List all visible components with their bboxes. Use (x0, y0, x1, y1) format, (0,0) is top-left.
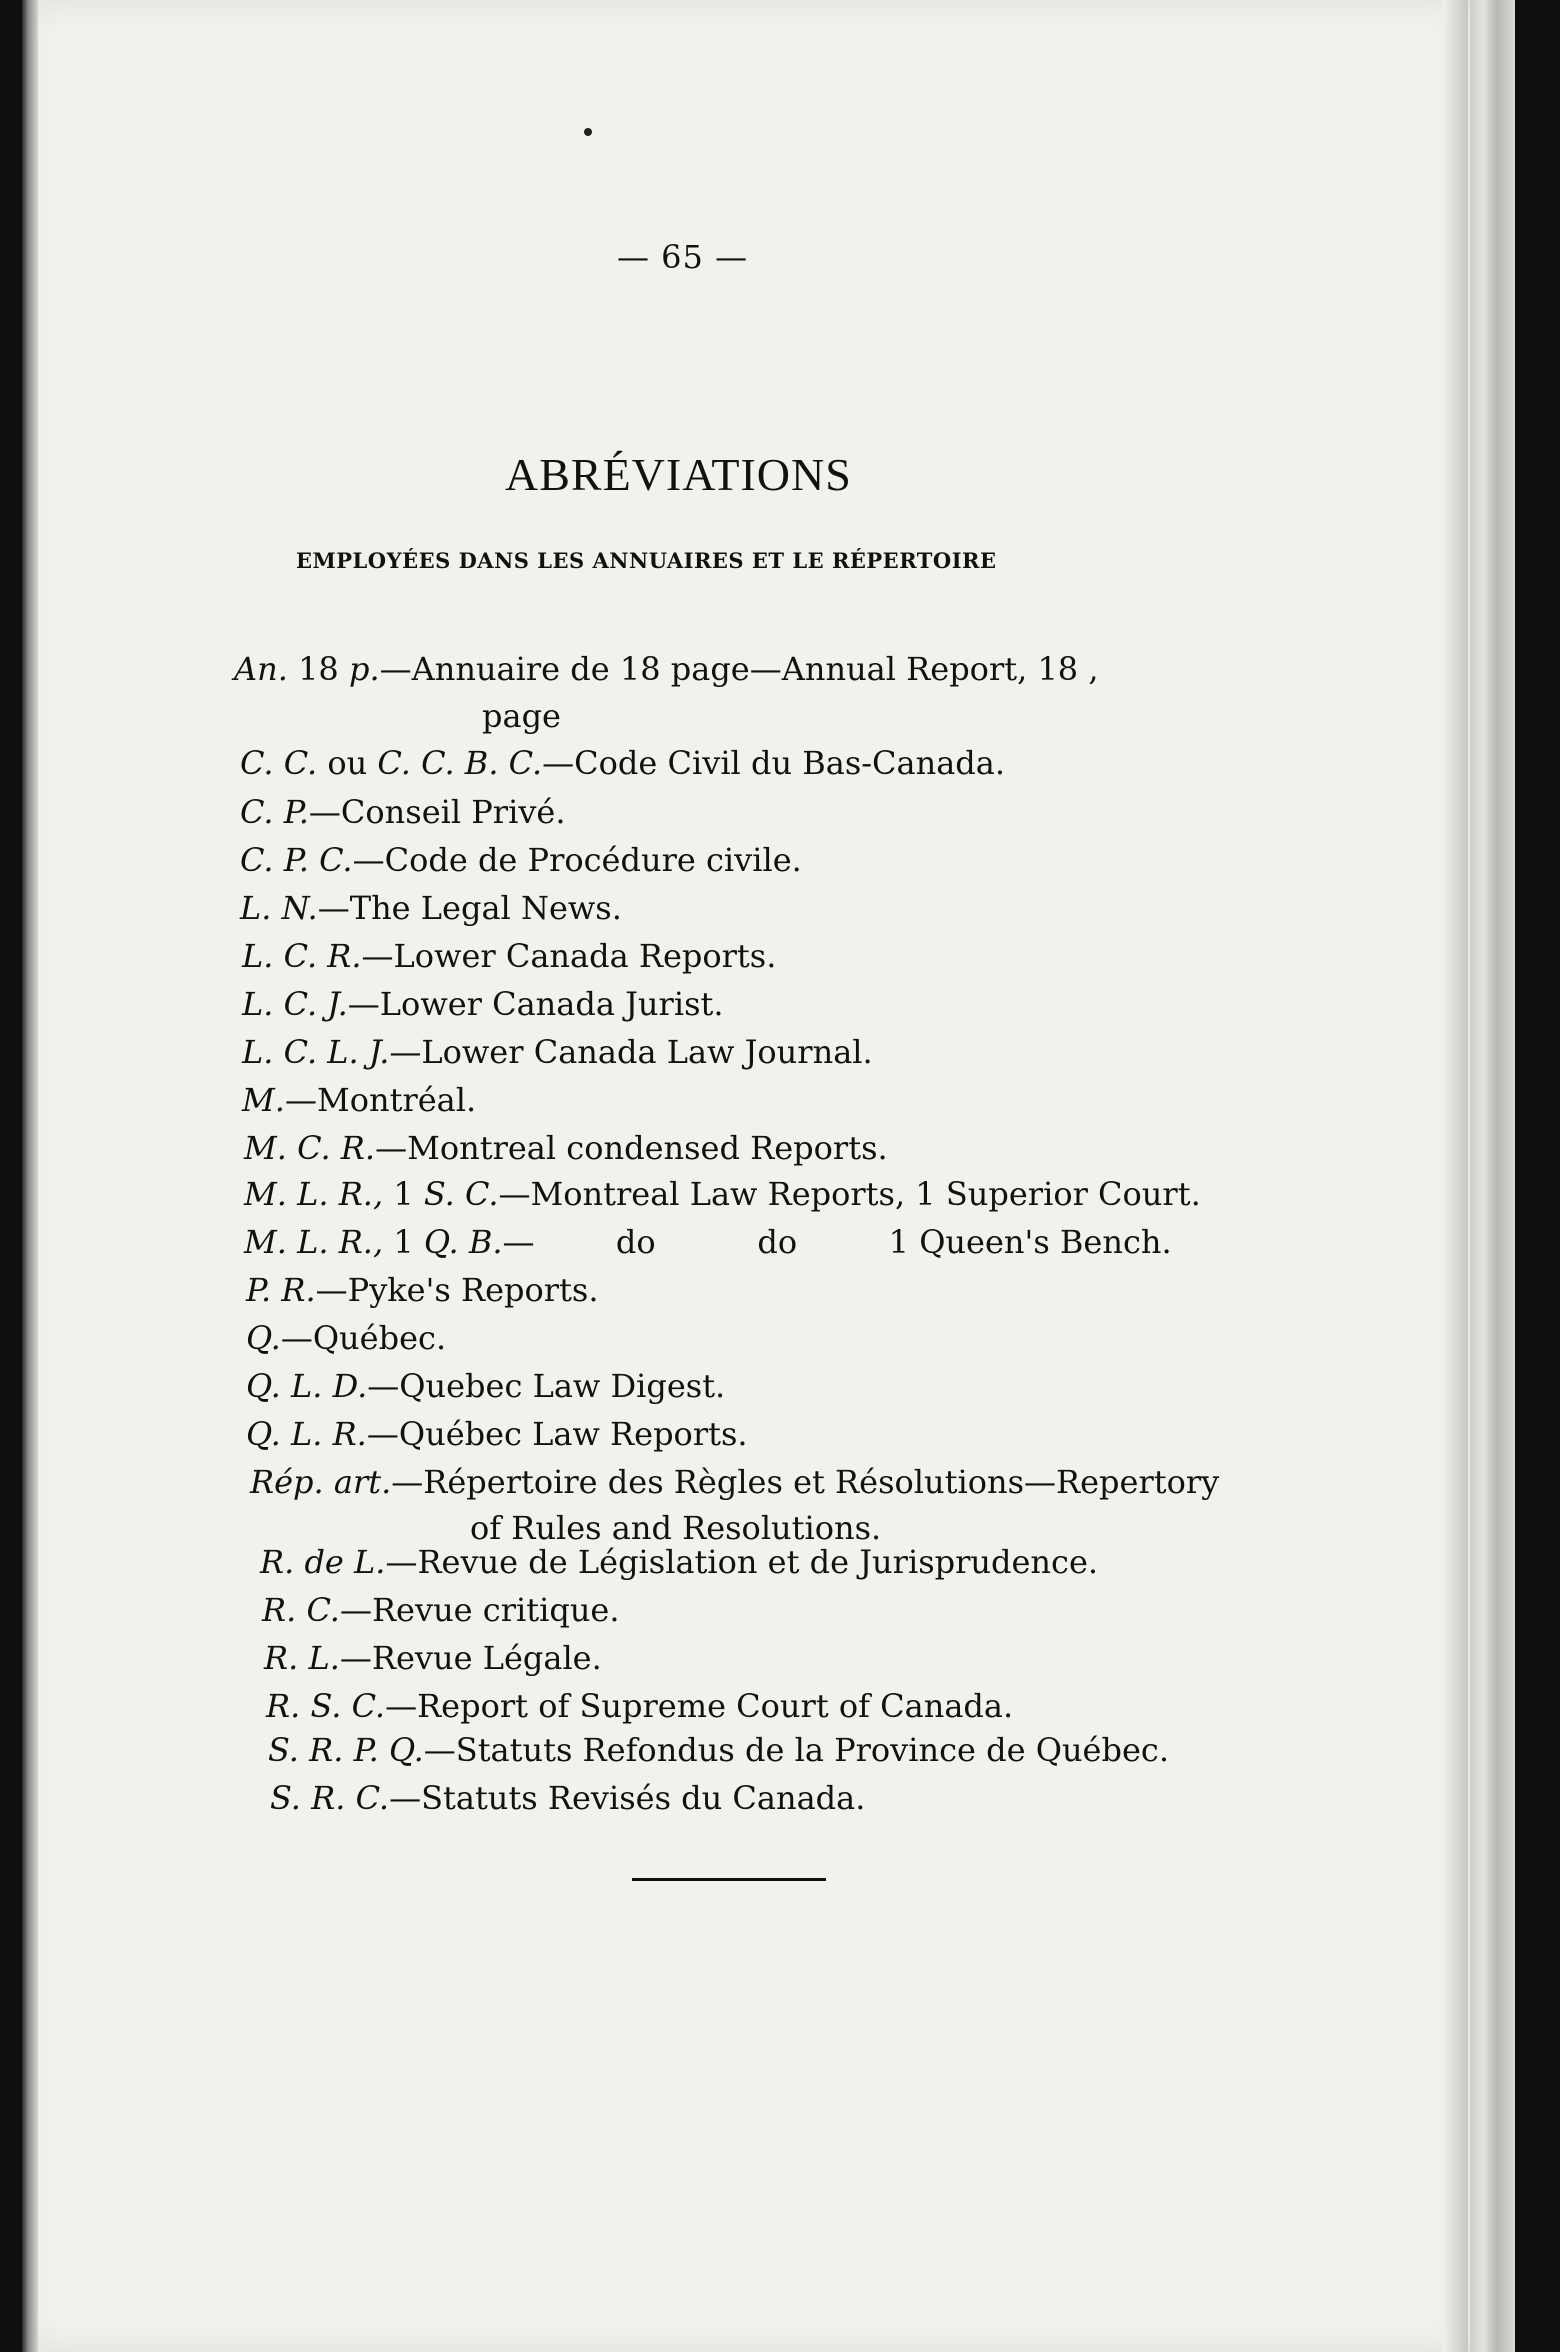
abbreviation-definition: —Lower Canada Law Journal. (389, 1033, 873, 1071)
abbreviation-definition: —Conseil Privé. (308, 793, 566, 831)
abbreviation-term: S. C. (423, 1175, 499, 1213)
abbreviation-term: C. C. B. C. (377, 744, 543, 782)
page-number: — 65 — (617, 238, 749, 276)
abbreviation-definition: —Report of Supreme Court of Canada. (385, 1687, 1014, 1725)
abbreviation-term: L. C. L. J. (242, 1033, 390, 1071)
abbreviation-connector: ou (317, 744, 378, 782)
abbreviation-definition: of Rules and Resolutions. (470, 1509, 882, 1547)
abbreviation-term: S. R. P. Q. (268, 1731, 424, 1769)
abbreviation-entry (244, 1129, 888, 1167)
abbreviation-entry (246, 1319, 447, 1357)
abbreviation-entry (242, 937, 777, 975)
abbreviation-term: R. L. (264, 1639, 340, 1677)
abbreviation-definition: page (482, 697, 561, 735)
abbreviation-term: Rép. art. (250, 1463, 392, 1501)
abbreviation-entry (262, 1591, 620, 1629)
abbreviation-term: L. C. R. (242, 937, 362, 975)
abbreviation-term: Q. L. D. (246, 1367, 368, 1405)
abbreviation-entry (244, 1223, 1172, 1261)
abbreviation-definition: —Annuaire de 18 page—Annual Report, 18 , (379, 650, 1099, 688)
abbreviation-definition: —Revue Légale. (339, 1639, 602, 1677)
abbreviation-entry (242, 1081, 477, 1119)
abbreviation-definition: —Statuts Refondus de la Province de Québec. (423, 1731, 1169, 1769)
abbreviation-definition: — do do 1 Queen's Bench. (502, 1223, 1172, 1261)
abbreviation-entry (240, 744, 1006, 782)
abbreviation-term: S. R. C. (270, 1779, 390, 1817)
abbreviation-entry (242, 985, 724, 1023)
abbreviation-definition: —Lower Canada Jurist. (347, 985, 724, 1023)
abbreviation-volume: 1 (383, 1223, 424, 1261)
abbreviation-term: R. C. (262, 1591, 340, 1629)
abbreviation-year: 18 (287, 650, 349, 688)
abbreviation-definition: —Pyke's Reports. (315, 1271, 599, 1309)
abbreviation-term: C. P. C. (240, 841, 353, 879)
abbreviation-term: Q. (246, 1319, 281, 1357)
abbreviation-entry (246, 1367, 726, 1405)
abbreviation-term: M. (242, 1081, 285, 1119)
abbreviation-definition: —The Legal News. (317, 889, 622, 927)
abbreviation-term: R. de L. (260, 1543, 386, 1581)
abbreviation-term: Q. L. R. (246, 1415, 367, 1453)
abbreviation-entry (266, 1687, 1014, 1725)
closing-rule (632, 1878, 826, 1881)
abbreviation-entry (242, 1033, 873, 1071)
abbreviation-definition: —Lower Canada Reports. (361, 937, 777, 975)
abbreviation-entry (270, 1779, 866, 1817)
abbreviation-entry (240, 841, 802, 879)
abbreviation-definition: —Revue de Législation et de Jurisprudence. (385, 1543, 1099, 1581)
abbreviation-entry (264, 1639, 602, 1677)
abbreviation-entry (268, 1731, 1169, 1769)
abbreviation-definition: —Statuts Revisés du Canada. (389, 1779, 866, 1817)
abbreviation-term: P. R. (246, 1271, 316, 1309)
abbreviation-term: M. L. R., (244, 1223, 384, 1261)
abbreviation-entry (244, 1175, 1201, 1213)
abbreviation-term: M. L. R., (244, 1175, 384, 1213)
abbreviation-entry (250, 1463, 1220, 1501)
abbreviation-definition: —Montreal condensed Reports. (375, 1129, 888, 1167)
abbreviation-term: p. (348, 650, 380, 688)
page-spine-shadow (22, 0, 38, 2352)
abbreviation-term: L. C. J. (242, 985, 348, 1023)
abbreviation-entry (260, 1543, 1099, 1581)
page-edge (1470, 0, 1515, 2352)
abbreviation-definition: —Quebec Law Digest. (367, 1367, 726, 1405)
abbreviation-definition: —Québec. (280, 1319, 447, 1357)
abbreviation-entry (240, 793, 566, 831)
abbreviation-entry (246, 1271, 599, 1309)
abbreviation-entry (246, 1415, 748, 1453)
ink-speck (584, 128, 592, 136)
abbreviation-definition: —Répertoire des Règles et Résolutions—Repertory (391, 1463, 1220, 1501)
abbreviation-term: An. (234, 650, 288, 688)
page-curl-shadow (1442, 0, 1468, 2352)
page-title: ABRÉVIATIONS (505, 449, 852, 500)
abbreviation-definition: —Code de Procédure civile. (352, 841, 802, 879)
abbreviation-term: L. N. (240, 889, 318, 927)
abbreviation-continuation (482, 697, 561, 735)
page-subtitle: EMPLOYÉES DANS LES ANNUAIRES ET LE RÉPERTOIRE (296, 548, 997, 573)
abbreviation-term: Q. B. (423, 1223, 503, 1261)
abbreviation-term: R. S. C. (266, 1687, 386, 1725)
abbreviation-entry (240, 889, 622, 927)
abbreviation-entry (234, 650, 1099, 688)
abbreviation-definition: —Montréal. (284, 1081, 477, 1119)
abbreviation-term: M. C. R. (244, 1129, 376, 1167)
abbreviation-continuation (470, 1509, 882, 1547)
abbreviation-definition: —Québec Law Reports. (366, 1415, 748, 1453)
abbreviation-term: C. P. (240, 793, 309, 831)
abbreviation-definition: —Montreal Law Reports, 1 Superior Court. (498, 1175, 1201, 1213)
abbreviation-term: C. C. (240, 744, 318, 782)
abbreviation-volume: 1 (383, 1175, 424, 1213)
abbreviation-definition: —Revue critique. (339, 1591, 620, 1629)
abbreviation-definition: —Code Civil du Bas-Canada. (542, 744, 1006, 782)
